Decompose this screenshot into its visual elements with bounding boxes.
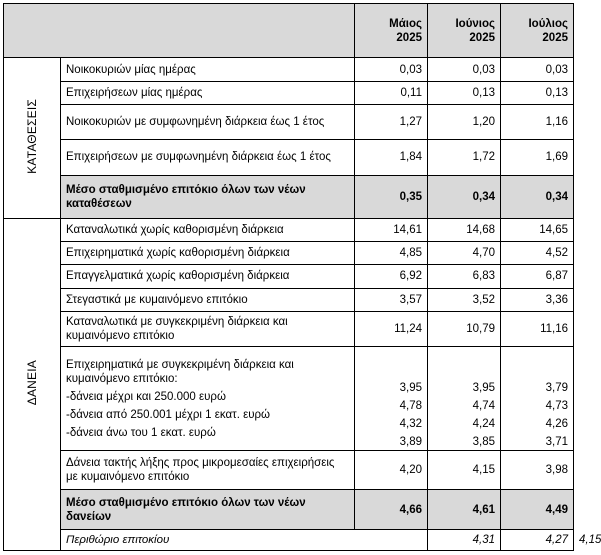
interest-margin-row: Περιθώριο επιτοκίου 4,31 4,27 4,15 — [4, 529, 574, 550]
row-label: Περιθώριο επιτοκίου — [61, 529, 428, 550]
value-cell: 14,68 — [428, 218, 501, 241]
loans-section-label: ΔΑΝΕΙΑ — [4, 218, 61, 550]
value-cell: 4,70 — [428, 242, 501, 265]
header-row — [4, 4, 574, 58]
header-month-july: Ιούλιος 2025 — [501, 4, 574, 58]
value-cell: 1,16 — [501, 104, 574, 139]
value-cell: 4,49 — [501, 490, 574, 529]
table-row — [4, 140, 574, 175]
table-row — [4, 58, 574, 81]
value-cell: 3,95 4,78 4,32 3,89 — [355, 347, 428, 451]
row-label: Μέσο σταθμισμένο επιτόκιο όλων των νέων δανείων — [61, 490, 355, 529]
deposits-total-row — [4, 175, 574, 218]
table-row — [4, 81, 574, 104]
table-row — [4, 450, 574, 489]
value-cell: 0,03 — [501, 58, 574, 81]
row-label: Επιχειρήσεων με συμφωνημένη διάρκεια έως 1 έτος — [61, 140, 355, 175]
value-cell: 3,52 — [428, 288, 501, 311]
value-cell: 0,35 — [355, 175, 428, 218]
table-row — [4, 311, 574, 346]
header-blank-cell — [4, 4, 355, 58]
value-cell: 1,84 — [355, 140, 428, 175]
value-cell: 3,98 — [501, 450, 574, 489]
row-label: Επιχειρηματικά με συγκεκριμένη διάρκεια και κυμαινόμενο επιτόκιο: — [66, 358, 294, 385]
value-cell: 1,69 — [501, 140, 574, 175]
value-cell: 0,03 — [355, 58, 428, 81]
value-cell: 0,11 — [355, 81, 428, 104]
table-row — [4, 104, 574, 139]
row-label: Στεγαστικά με κυμαινόμενο επιτόκιο — [61, 288, 355, 311]
row-label: Δάνεια τακτής λήξης προς μικρομεσαίες επιχειρήσεις με κυμαινόμενο επιτόκιο — [61, 450, 355, 489]
value-cell: 3,57 — [355, 288, 428, 311]
value-cell: 4,15 — [428, 450, 501, 489]
sub-row-label: -δάνεια από 250.001 μέχρι 1 εκατ. ευρώ — [66, 408, 271, 421]
business-loans-labels — [61, 347, 355, 451]
value-cell: 4,31 — [428, 529, 501, 550]
value-cell: 0,34 — [501, 175, 574, 218]
sub-row-label: -δάνεια μέχρι και 250.000 ευρώ — [66, 390, 226, 403]
value-cell: 4,61 — [428, 490, 501, 529]
value-cell: 4,27 — [501, 529, 574, 550]
value-cell: 11,16 — [501, 311, 574, 346]
table-row — [4, 218, 574, 241]
value-cell: 0,34 — [428, 175, 501, 218]
row-label: Νοικοκυριών μίας ημέρας — [61, 58, 355, 81]
interest-rates-table — [3, 3, 601, 551]
value-cell: 1,20 — [428, 104, 501, 139]
row-label: Μέσο σταθμισμένο επιτόκιο όλων των νέων καταθέσεων — [61, 175, 355, 218]
value-cell: 3,79 4,73 4,26 3,71 — [501, 347, 574, 451]
value-cell: 14,65 — [501, 218, 574, 241]
table-row — [4, 265, 574, 288]
value-cell: 1,72 — [428, 140, 501, 175]
row-label: Επιχειρηματικά χωρίς καθορισμένη διάρκεια — [61, 242, 355, 265]
value-cell: 4,20 — [355, 450, 428, 489]
business-loans-row — [4, 347, 574, 451]
value-cell: 11,24 — [355, 311, 428, 346]
row-label: Επαγγελματικά χωρίς καθορισμένη διάρκεια — [61, 265, 355, 288]
header-month-may: Μάιος 2025 — [355, 4, 428, 58]
header-month-june: Ιούνιος 2025 — [428, 4, 501, 58]
loans-total-row — [4, 490, 574, 529]
value-cell: 6,83 — [428, 265, 501, 288]
row-label: Καταναλωτικά με συγκεκριμένη διάρκεια και κυμαινόμενο επιτόκιο — [61, 311, 355, 346]
value-cell: 3,95 4,74 4,24 3,85 — [428, 347, 501, 451]
sub-row-label: -δάνεια άνω του 1 εκατ. ευρώ — [66, 426, 216, 439]
value-cell: 4,85 — [355, 242, 428, 265]
table-row — [4, 288, 574, 311]
value-cell: 6,92 — [355, 265, 428, 288]
value-cell: 1,27 — [355, 104, 428, 139]
value-cell: 0,13 — [501, 81, 574, 104]
value-cell: 0,13 — [428, 81, 501, 104]
value-cell: 14,61 — [355, 218, 428, 241]
row-label: Επιχειρήσεων μίας ημέρας — [61, 81, 355, 104]
value-cell: 4,66 — [355, 490, 428, 529]
row-label: Νοικοκυριών με συμφωνημένη διάρκεια έως 1 έτος — [61, 104, 355, 139]
value-cell: 10,79 — [428, 311, 501, 346]
value-cell: 0,03 — [428, 58, 501, 81]
value-cell: 3,36 — [501, 288, 574, 311]
value-cell: 4,52 — [501, 242, 574, 265]
table-row — [4, 242, 574, 265]
deposits-section-label: ΚΑΤΑΘΕΣΕΙΣ — [4, 58, 61, 218]
value-cell: 6,87 — [501, 265, 574, 288]
row-label: Καταναλωτικά χωρίς καθορισμένη διάρκεια — [61, 218, 355, 241]
